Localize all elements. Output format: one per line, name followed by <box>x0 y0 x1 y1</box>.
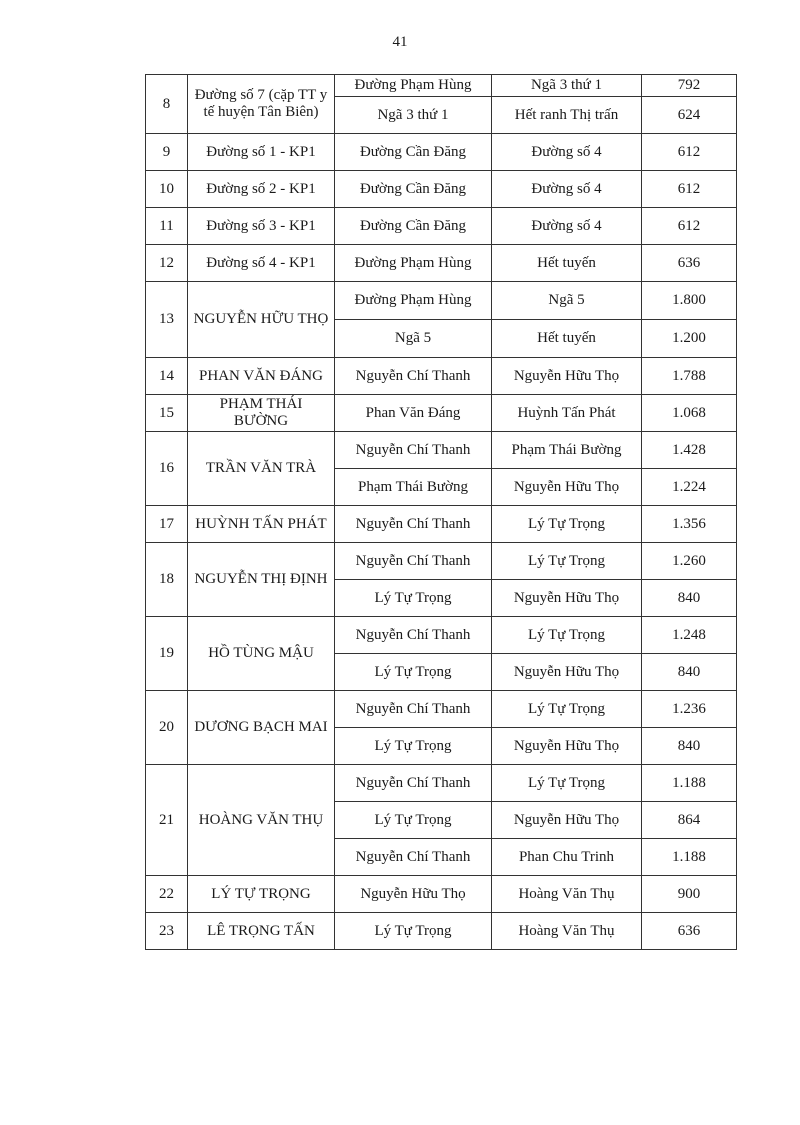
table-row <box>146 282 737 320</box>
segment-from-cell: Ngã 5 <box>335 320 492 358</box>
row-number-cell: 12 <box>146 245 188 282</box>
price-cell: 612 <box>642 171 737 208</box>
street-name-cell: LÊ TRỌNG TẤN <box>188 913 335 950</box>
segment-to-cell: Hoàng Văn Thụ <box>492 913 642 950</box>
price-cell: 1.260 <box>642 543 737 580</box>
street-name-cell: Đường số 7 (cặp TT y tế huyện Tân Biên) <box>188 75 335 134</box>
segment-to-cell: Đường số 4 <box>492 171 642 208</box>
segment-to-cell: Nguyễn Hữu Thọ <box>492 469 642 506</box>
price-cell: 1.788 <box>642 358 737 395</box>
table-row <box>146 75 737 97</box>
segment-from-cell: Nguyễn Chí Thanh <box>335 358 492 395</box>
price-cell: 1.224 <box>642 469 737 506</box>
row-number-cell: 9 <box>146 134 188 171</box>
segment-to-cell: Nguyễn Hữu Thọ <box>492 580 642 617</box>
table-row <box>146 395 737 432</box>
street-name-cell: TRẦN VĂN TRÀ <box>188 432 335 506</box>
segment-from-cell: Lý Tự Trọng <box>335 654 492 691</box>
price-cell: 900 <box>642 876 737 913</box>
segment-from-cell: Nguyễn Hữu Thọ <box>335 876 492 913</box>
segment-to-cell: Đường số 4 <box>492 208 642 245</box>
segment-to-cell: Nguyễn Hữu Thọ <box>492 358 642 395</box>
price-cell: 1.188 <box>642 765 737 802</box>
price-cell: 1.188 <box>642 839 737 876</box>
price-cell: 792 <box>642 75 737 97</box>
row-number-cell: 23 <box>146 913 188 950</box>
price-cell: 624 <box>642 97 737 134</box>
price-cell: 1.428 <box>642 432 737 469</box>
price-cell: 636 <box>642 913 737 950</box>
street-name-cell: PHẠM THÁI BƯỜNG <box>188 395 335 432</box>
segment-to-cell: Phạm Thái Bường <box>492 432 642 469</box>
segment-from-cell: Đường Phạm Hùng <box>335 75 492 97</box>
segment-to-cell: Ngã 3 thứ 1 <box>492 75 642 97</box>
segment-to-cell: Hết tuyến <box>492 320 642 358</box>
segment-to-cell: Hết ranh Thị trấn <box>492 97 642 134</box>
street-name-cell: DƯƠNG BẠCH MAI <box>188 691 335 765</box>
street-name-cell: Đường số 4 - KP1 <box>188 245 335 282</box>
segment-to-cell: Ngã 5 <box>492 282 642 320</box>
price-cell: 864 <box>642 802 737 839</box>
price-cell: 636 <box>642 245 737 282</box>
segment-to-cell: Nguyễn Hữu Thọ <box>492 654 642 691</box>
street-name-cell: LÝ TỰ TRỌNG <box>188 876 335 913</box>
segment-to-cell: Lý Tự Trọng <box>492 765 642 802</box>
segment-to-cell: Huỳnh Tấn Phát <box>492 395 642 432</box>
table-row <box>146 691 737 728</box>
segment-from-cell: Nguyễn Chí Thanh <box>335 506 492 543</box>
row-number-cell: 11 <box>146 208 188 245</box>
street-name-cell: HOÀNG VĂN THỤ <box>188 765 335 876</box>
price-cell: 840 <box>642 580 737 617</box>
row-number-cell: 10 <box>146 171 188 208</box>
row-number-cell: 14 <box>146 358 188 395</box>
row-number-cell: 16 <box>146 432 188 506</box>
table-row <box>146 506 737 543</box>
segment-from-cell: Đường Phạm Hùng <box>335 282 492 320</box>
row-number-cell: 15 <box>146 395 188 432</box>
price-cell: 1.200 <box>642 320 737 358</box>
row-number-cell: 18 <box>146 543 188 617</box>
row-number-cell: 20 <box>146 691 188 765</box>
segment-to-cell: Phan Chu Trinh <box>492 839 642 876</box>
segment-from-cell: Nguyễn Chí Thanh <box>335 691 492 728</box>
segment-to-cell: Nguyễn Hữu Thọ <box>492 728 642 765</box>
table-row <box>146 617 737 654</box>
table-row <box>146 432 737 469</box>
segment-from-cell: Nguyễn Chí Thanh <box>335 839 492 876</box>
table-row <box>146 208 737 245</box>
street-name-cell: Đường số 2 - KP1 <box>188 171 335 208</box>
segment-from-cell: Đường Cần Đăng <box>335 208 492 245</box>
segment-to-cell: Lý Tự Trọng <box>492 617 642 654</box>
row-number-cell: 17 <box>146 506 188 543</box>
price-cell: 840 <box>642 728 737 765</box>
segment-from-cell: Đường Cần Đăng <box>335 171 492 208</box>
segment-from-cell: Lý Tự Trọng <box>335 580 492 617</box>
segment-to-cell: Lý Tự Trọng <box>492 543 642 580</box>
street-name-cell: PHAN VĂN ĐÁNG <box>188 358 335 395</box>
price-cell: 1.068 <box>642 395 737 432</box>
price-cell: 1.236 <box>642 691 737 728</box>
price-cell: 1.800 <box>642 282 737 320</box>
row-number-cell: 13 <box>146 282 188 358</box>
segment-to-cell: Hết tuyến <box>492 245 642 282</box>
page-number: 41 <box>392 34 408 50</box>
row-number-cell: 8 <box>146 75 188 134</box>
table-body <box>146 75 737 950</box>
segment-to-cell: Lý Tự Trọng <box>492 506 642 543</box>
table-row <box>146 134 737 171</box>
segment-from-cell: Nguyễn Chí Thanh <box>335 765 492 802</box>
street-name-cell: HỒ TÙNG MẬU <box>188 617 335 691</box>
segment-to-cell: Đường số 4 <box>492 134 642 171</box>
segment-to-cell: Nguyễn Hữu Thọ <box>492 802 642 839</box>
segment-from-cell: Nguyễn Chí Thanh <box>335 543 492 580</box>
price-cell: 1.356 <box>642 506 737 543</box>
segment-from-cell: Nguyễn Chí Thanh <box>335 432 492 469</box>
price-cell: 612 <box>642 134 737 171</box>
segment-to-cell: Hoàng Văn Thụ <box>492 876 642 913</box>
segment-from-cell: Ngã 3 thứ 1 <box>335 97 492 134</box>
row-number-cell: 22 <box>146 876 188 913</box>
segment-from-cell: Nguyễn Chí Thanh <box>335 617 492 654</box>
table-row <box>146 245 737 282</box>
land-price-table <box>145 74 737 950</box>
segment-from-cell: Lý Tự Trọng <box>335 728 492 765</box>
segment-from-cell: Đường Cần Đăng <box>335 134 492 171</box>
price-cell: 840 <box>642 654 737 691</box>
row-number-cell: 21 <box>146 765 188 876</box>
street-name-cell: Đường số 3 - KP1 <box>188 208 335 245</box>
table-row <box>146 171 737 208</box>
segment-from-cell: Lý Tự Trọng <box>335 913 492 950</box>
price-cell: 1.248 <box>642 617 737 654</box>
row-number-cell: 19 <box>146 617 188 691</box>
street-name-cell: NGUYỄN HỮU THỌ <box>188 282 335 358</box>
segment-to-cell: Lý Tự Trọng <box>492 691 642 728</box>
street-name-cell: NGUYỄN THỊ ĐỊNH <box>188 543 335 617</box>
segment-from-cell: Lý Tự Trọng <box>335 802 492 839</box>
table-row <box>146 765 737 802</box>
segment-from-cell: Phạm Thái Bường <box>335 469 492 506</box>
table-row <box>146 913 737 950</box>
table-row <box>146 358 737 395</box>
street-name-cell: HUỲNH TẤN PHÁT <box>188 506 335 543</box>
table-row <box>146 543 737 580</box>
street-name-cell: Đường số 1 - KP1 <box>188 134 335 171</box>
table-row <box>146 876 737 913</box>
segment-from-cell: Phan Văn Đáng <box>335 395 492 432</box>
price-cell: 612 <box>642 208 737 245</box>
segment-from-cell: Đường Phạm Hùng <box>335 245 492 282</box>
